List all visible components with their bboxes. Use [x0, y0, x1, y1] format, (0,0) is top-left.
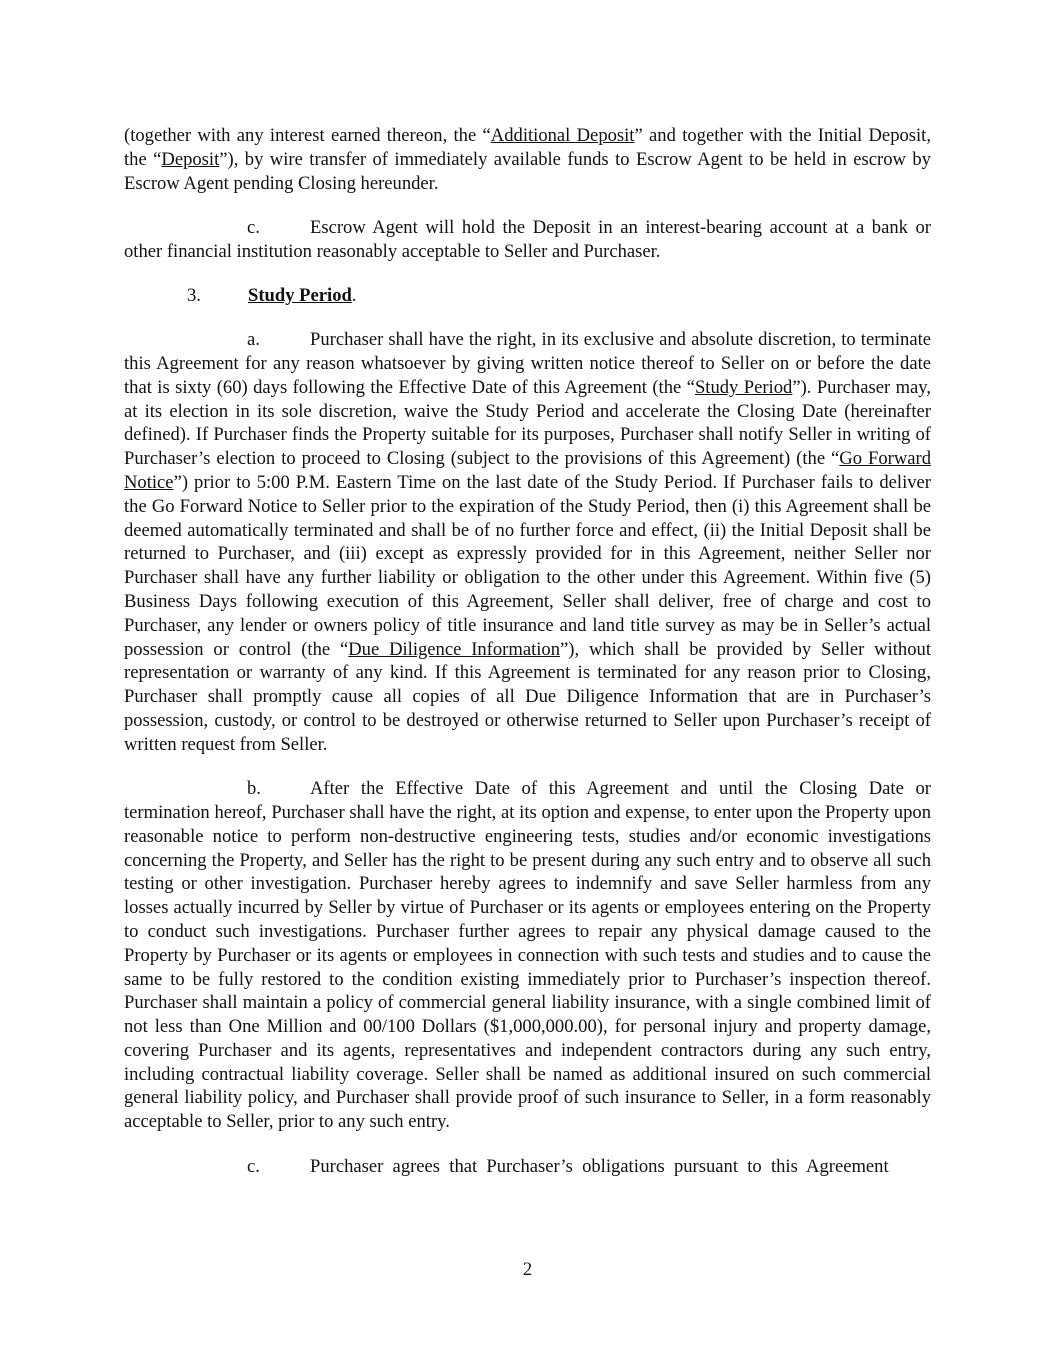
intro-text-1: (together with any interest earned thereon, the “: [124, 125, 491, 146]
paragraph-3b-text: After the Effective Date of this Agreement and until the Closing Date or termination hereof, Purchaser shall have the right, at its option and expense, to enter upon the Property upon reasonable notice to perform non-destructive engineering tests, studies and/or economic investigations concerning the Property, and Seller has the right to be present during any such entry and to observe all such testing or other investigation. Purchaser hereby agrees to indemnify and save Seller harmless from any losses actually incurred by Seller by virtue of Purchaser or its agents or employees entering on the Property to conduct such investigations. Purchaser further agrees to repair any physical damage caused to the Property by Purchaser or its agents or employees in connection with such tests and studies and to cause the same to be fully restored to the condition existing immediately prior to Purchaser’s inspection thereof. Purchaser shall maintain a policy of commercial general liability insurance, with a single combined limit of not less than One Million and 00/100 Dollars ($1,000,000.00), for personal injury and property damage, covering Purchaser and its agents, representatives and independent contractors during any such entry, including contractual liability coverage. Seller shall be named as additional insured on such commercial general liability policy, and Purchaser shall provide proof of such insurance to Seller, in a form reasonably acceptable to Seller, prior to any such entry.: [124, 778, 931, 1133]
section-3-title: Study Period: [248, 284, 352, 306]
term-study-period: Study Period: [694, 376, 793, 398]
paragraph-3b: [124, 777, 931, 1134]
document-page: [124, 124, 931, 1199]
paragraph-3a-label: a.: [247, 329, 260, 351]
section-3-punct: .: [351, 284, 357, 306]
term-additional-deposit: Additional Deposit: [490, 125, 635, 146]
paragraph-2c-text: Escrow Agent will hold the Deposit in an interest-bearing account at a bank or other financial institution reasonably acceptable to Seller and Purchaser.: [124, 216, 931, 262]
paragraph-3a-text-4: ”), which shall be provided by Seller without representation or warranty of any kind. If this Agreement is terminated for any reason prior to Closing, Purchaser shall promptly cause all copies of all Due Diligence Information that are in Purchaser’s possession, custody, or control to be destroyed or otherwise returned to Seller upon Purchaser’s receipt of written request from Seller.: [124, 638, 931, 755]
paragraph-2c: [124, 216, 931, 264]
paragraph-3c-label: c.: [247, 1155, 260, 1177]
paragraph-3b-label: b.: [247, 778, 261, 800]
term-deposit: Deposit: [161, 148, 220, 170]
intro-text-3: ”), by wire transfer of immediately available funds to Escrow Agent to be held in escrow by Escrow Agent pending Closing hereunder.: [124, 148, 931, 194]
term-go-forward-notice: Go Forward Notice: [124, 448, 931, 494]
paragraph-3a-text-1: Purchaser shall have the right, in its exclusive and absolute discretion, to terminate this Agreement for any reason whatsoever by giving written notice thereof to Seller on or before the date that is sixty (60) days following the Effective Date of this Agreement (the “: [124, 329, 931, 398]
term-due-diligence-information: Due Diligence Information: [348, 638, 561, 660]
section-3-number: 3.: [187, 284, 201, 306]
intro-paragraph: [124, 124, 931, 195]
section-3-heading: [124, 284, 931, 308]
intro-text-2: ” and together with the Initial Deposit, the “: [124, 125, 931, 170]
paragraph-3a-text-2: ”). Purchaser may, at its election in its sole discretion, waive the Study Period and accelerate the Closing Date (hereinafter defined). If Purchaser finds the Property suitable for its purposes, Purchaser shall notify Seller in writing of Purchaser’s election to proceed to Closing (subject to the provisions of this Agreement) (the “: [124, 376, 932, 470]
paragraph-2c-label: c.: [247, 216, 260, 238]
paragraph-3a-text-3: ”) prior to 5:00 P.M. Eastern Time on the last date of the Study Period. If Purchaser fails to deliver the Go Forward Notice to Seller prior to the expiration of the Study Period, then (i) this Agreement shall be deemed automatically terminated and shall be of no further force and effect, (ii) the Initial Deposit shall be returned to Purchaser, and (iii) except as expressly provided for in this Agreement, neither Seller nor Purchaser shall have any further liability or obligation to the other under this Agreement. Within five (5) Business Days following execution of this Agreement, Seller shall deliver, free of charge and cost to Purchaser, any lender or owners policy of title insurance and land title survey as may be in Seller’s actual possession or control (the “: [124, 472, 931, 660]
page-number: 2: [522, 1259, 533, 1280]
paragraph-3c-text: Purchaser agrees that Purchaser’s obligations pursuant to this Agreement: [310, 1155, 889, 1177]
paragraph-3c: [124, 1155, 931, 1179]
paragraph-3a: [124, 328, 931, 756]
